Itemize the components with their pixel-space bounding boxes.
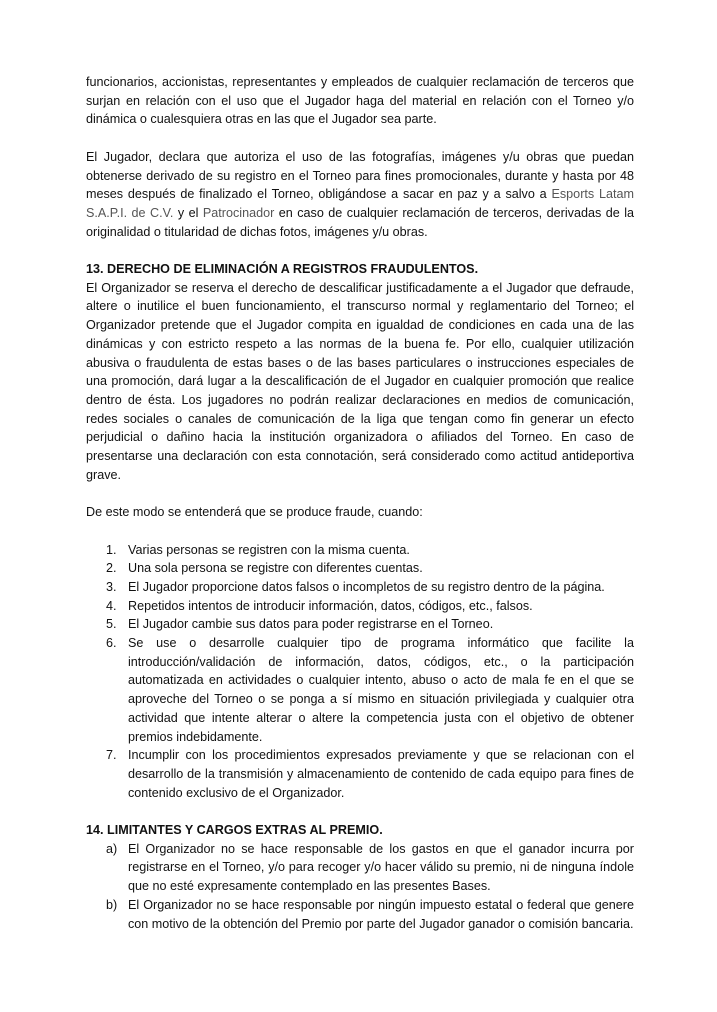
list-marker: 7. xyxy=(106,748,117,763)
list-marker: 3. xyxy=(106,579,117,594)
list-item-text: Varias personas se registren con la misma cuenta. xyxy=(128,542,410,557)
sponsor-name: Patrocinador xyxy=(202,205,275,220)
spacer xyxy=(86,241,634,260)
list-item xyxy=(86,578,634,597)
spacer xyxy=(86,802,634,821)
section-13-heading: 13. DERECHO DE ELIMINACIÓN A REGISTROS FRAUDULENTOS. xyxy=(86,262,479,276)
paragraph-image-rights-part-c: en caso de cualquier reclamación de terceros, derivadas de la originalidad o titularidad de dichas fotos, imágenes y/u obras. xyxy=(86,205,634,239)
section-13-body: El Organizador se reserva el derecho de descalificar justificadamente a el Jugador que defraude, altere o inutilice el buen funcionamiento, el transcurso normal y reglamentario del Torneo; el Organizador pretende que el Jugador compita en igualdad de condiciones en cada una de las dinámicas y con estricto respeto a las normas de la buena fe. Por ello, cualquier utilización abusiva o fraudulenta de estas bases o de las bases particulares o instrucciones especiales de una promoción, dará lugar a la descalificación de el Jugador en cualquier promoción que realice dentro de ésta. Los jugadores no podrán realizar declaraciones en medios de comunicación, redes sociales o canales de comunicación de la liga que tengan como fin generar un efecto perjudicial o dañino hacia la institución organizadora o afiliados del Torneo. En caso de presentarse una declaración con esta connotación, será considerado como actitud antideportiva grave. xyxy=(86,280,634,482)
limitations-list xyxy=(86,840,634,934)
list-item xyxy=(86,597,634,616)
list-item-text: Repetidos intentos de introducir información, datos, códigos, etc., falsos. xyxy=(128,598,533,613)
list-item-text: El Organizador no se hace responsable por ningún impuesto estatal o federal que genere con motivo de la obtención del Premio por parte del Jugador ganador o comisión bancaria. xyxy=(128,897,634,931)
document-page xyxy=(86,73,634,933)
list-item xyxy=(86,840,634,896)
list-item-text: Incumplir con los procedimientos expresados previamente y que se relacionan con el desarrollo de la transmisión y almacenamiento de contenido de cada equipo para fines de contenido exclusivo de el Organizador. xyxy=(128,748,634,800)
list-marker: 6. xyxy=(106,636,117,651)
list-marker: 1. xyxy=(106,542,117,557)
spacer xyxy=(86,129,634,148)
list-item xyxy=(86,746,634,802)
paragraph-image-rights-part-b: y el xyxy=(173,205,203,220)
list-item-text: Se use o desarrolle cualquier tipo de programa informático que facilite la introducción/validación de información, datos, códigos, etc., o la participación automatizada en actividades o cualquier intento, abuso o acto de mala fe en el que se aproveche del Torneo o se ponga a sí mismo en situación privilegiada y cualquier otra actividad que intente alterar o altere la competencia justa con el objetivo de obtener premios indebidamente. xyxy=(128,636,634,744)
list-item xyxy=(86,615,634,634)
list-marker: 2. xyxy=(106,561,117,576)
list-marker: 4. xyxy=(106,598,117,613)
list-item-text: El Jugador cambie sus datos para poder registrarse en el Torneo. xyxy=(128,617,494,632)
list-item-text: El Organizador no se hace responsable de los gastos en que el ganador incurra por registrarse en el Torneo, y/o para recoger y/o hacer válido su premio, ni de ninguna índole que no esté expresamente contemplado en las presentes Bases. xyxy=(128,841,634,894)
fraud-list xyxy=(86,541,634,803)
spacer xyxy=(86,522,634,541)
list-item-text: Una sola persona se registre con diferentes cuentas. xyxy=(128,561,423,576)
paragraph-image-rights xyxy=(86,148,634,242)
list-item xyxy=(86,634,634,746)
paragraph-release: funcionarios, accionistas, representantes y empleados de cualquier reclamación de terceros que surjan en relación con el uso que el Jugador haga del material en relación con el Torneo y/o dinámica o cualesquiera otras en las que el Jugador sea parte. xyxy=(86,75,634,127)
list-marker: a) xyxy=(106,841,118,856)
section-14-heading: 14. LIMITANTES Y CARGOS EXTRAS AL PREMIO. xyxy=(86,823,383,838)
list-item-text: El Jugador proporcione datos falsos o incompletos de su registro dentro de la página. xyxy=(128,579,605,594)
spacer xyxy=(86,484,634,503)
list-item xyxy=(86,541,634,560)
paragraph-image-rights-part-a: El Jugador, declara que autoriza el uso de las fotografías, imágenes y/u obras que puedan obtenerse derivado de su registro en el Torneo para fines promocionales, durante y hasta por 48 meses después de finalizado el Torneo, obligándose a sacar en paz y a salvo a xyxy=(86,149,634,202)
company-name: Esports Latam S.A.P.I. de C.V. xyxy=(86,187,634,220)
list-item xyxy=(86,559,634,578)
list-marker: b) xyxy=(106,897,118,912)
list-item xyxy=(86,896,634,933)
fraud-intro: De este modo se entenderá que se produce fraude, cuando: xyxy=(86,505,423,520)
list-marker: 5. xyxy=(106,617,117,632)
